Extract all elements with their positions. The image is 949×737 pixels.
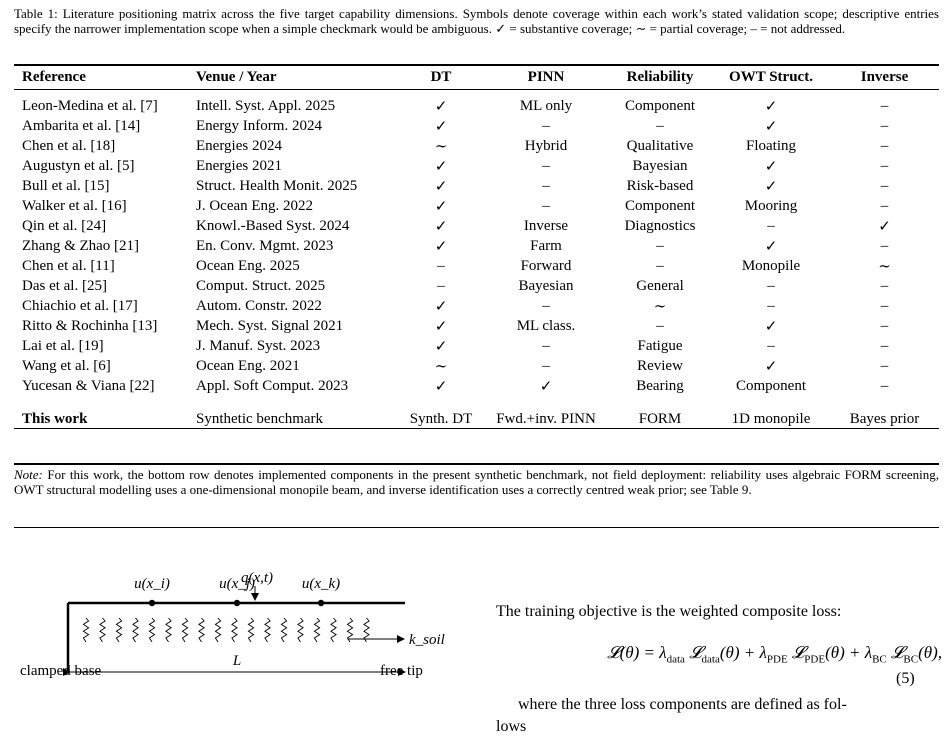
table-body (14, 89, 939, 396)
table-row (14, 256, 939, 276)
cell-owt-struct: ✓ (764, 318, 778, 335)
table-row (14, 216, 939, 236)
cell-pinn: – (542, 177, 550, 194)
cell-dt: ✓ (434, 218, 448, 235)
this-work-reliability: FORM (638, 410, 682, 427)
table-row (14, 196, 939, 216)
cell-pinn: – (542, 297, 550, 314)
cell-owt-struct: – (767, 277, 775, 294)
cell-pinn: Hybrid (524, 137, 568, 154)
this-work-row (14, 396, 939, 436)
cell-inverse: – (880, 377, 889, 394)
cell-venue-year: Autom. Constr. 2022 (196, 297, 322, 314)
cell-owt-struct: ✓ (764, 238, 778, 255)
cell-dt: ✓ (434, 378, 448, 395)
table-row (14, 236, 939, 256)
cell-venue-year: Comput. Struct. 2025 (196, 277, 326, 294)
soil-spring (133, 618, 138, 642)
cell-venue-year: Intell. Syst. Appl. 2025 (196, 97, 336, 114)
label-load-q: q(x,t) (240, 570, 274, 586)
cell-pinn: ML only (519, 97, 573, 114)
cell-pinn: – (542, 197, 550, 214)
cell-reliability: Component (625, 197, 695, 214)
sensor-point-j (234, 600, 240, 606)
cell-venue-year: Appl. Soft Comput. 2023 (196, 377, 349, 394)
cell-venue-year: Energy Inform. 2024 (196, 117, 322, 134)
cell-dt: ✓ (434, 238, 448, 255)
cell-reference: Chen et al. [18] (22, 137, 116, 154)
cell-reliability: Bayesian (632, 157, 688, 174)
cell-owt-struct: ✓ (764, 118, 778, 135)
cell-pinn: Forward (520, 257, 572, 274)
cell-dt: ✓ (434, 178, 448, 195)
cell-dt: ✓ (434, 118, 448, 135)
cell-reliability: Diagnostics (624, 217, 696, 234)
cell-reference: Augustyn et al. [5] (22, 157, 135, 174)
this-work-venue: Synthetic benchmark (196, 410, 324, 427)
soil-spring (182, 618, 187, 642)
cell-inverse: – (880, 177, 889, 194)
header-dt: DT (430, 69, 452, 85)
table-row (14, 156, 939, 176)
this-work-reference: This work (22, 410, 88, 427)
cell-venue-year: Ocean Eng. 2021 (196, 357, 300, 374)
cell-dt: – (437, 277, 445, 294)
cell-reference: Walker et al. [16] (22, 197, 127, 214)
cell-reliability: Risk-based (626, 177, 694, 194)
header-pinn: PINN (527, 69, 565, 85)
table-row (14, 116, 939, 136)
cell-reference: Bull et al. [15] (22, 177, 110, 194)
cell-owt-struct: ✓ (764, 158, 778, 175)
table-row (14, 336, 939, 356)
loss-components-text: where the three loss components are defined as fol- (518, 696, 847, 713)
label-k-soil: k_soil (409, 632, 445, 648)
header-venue-year: Venue / Year (196, 69, 277, 85)
table-row (14, 89, 939, 116)
cell-dt: ∼ (434, 358, 448, 375)
table-note (14, 467, 939, 497)
cell-inverse: – (880, 97, 889, 114)
soil-spring (232, 618, 237, 642)
table-row (14, 316, 939, 336)
cell-inverse: ✓ (878, 218, 891, 235)
cell-pinn: – (542, 157, 550, 174)
label-u-xj: u(x_j) (219, 576, 255, 592)
table-row (14, 136, 939, 156)
cell-pinn: Bayesian (518, 277, 574, 294)
soil-spring (166, 618, 171, 642)
cell-pinn: – (542, 117, 550, 134)
cell-venue-year: Energies 2024 (196, 137, 282, 154)
table-row (14, 376, 939, 396)
cell-inverse: – (880, 117, 889, 134)
cell-owt-struct: – (767, 297, 775, 314)
header-reference: Reference (22, 69, 86, 85)
equation-number: (5) (896, 670, 915, 687)
cell-inverse: – (880, 297, 889, 314)
this-work-owt: 1D monopile (731, 410, 811, 427)
soil-spring (199, 618, 204, 642)
cell-owt-struct: Mooring (744, 197, 798, 214)
cell-dt: – (437, 257, 445, 274)
cell-reference: Chen et al. [11] (22, 257, 115, 274)
cell-venue-year: Energies 2021 (196, 157, 282, 174)
soil-spring (298, 618, 303, 642)
cell-inverse: – (880, 277, 889, 294)
cell-pinn: ML class. (516, 317, 576, 334)
cell-reliability: – (656, 317, 664, 334)
cell-reliability: Fatigue (637, 337, 683, 354)
cell-owt-struct: Floating (745, 137, 796, 154)
table-row (14, 296, 939, 316)
cell-dt: ✓ (434, 98, 448, 115)
label-length-L: L (232, 653, 242, 669)
cell-owt-struct: Monopile (741, 257, 801, 274)
cell-reference: Yucesan & Viana [22] (22, 377, 155, 394)
soil-spring (116, 618, 121, 642)
table-row (14, 176, 939, 196)
cell-venue-year: J. Manuf. Syst. 2023 (196, 337, 321, 354)
cell-inverse: ∼ (878, 258, 891, 275)
cell-pinn: Inverse (523, 217, 569, 234)
loss-components-text-cont: lows (496, 718, 527, 735)
table-header-row (14, 66, 939, 89)
cell-reference: Lai et al. [19] (22, 337, 104, 354)
cell-reliability: – (656, 237, 664, 254)
note-label: Note: (14, 467, 43, 482)
sensor-point-i (149, 600, 155, 606)
cell-owt-struct: Component (736, 377, 806, 394)
cell-reference: Das et al. [25] (22, 277, 107, 294)
cell-reference: Chiachio et al. [17] (22, 297, 138, 314)
cell-reliability: Qualitative (626, 137, 694, 154)
cell-owt-struct: – (767, 337, 775, 354)
cell-dt: ∼ (434, 138, 448, 155)
cell-owt-struct: – (767, 217, 775, 234)
this-work-dt: Synth. DT (409, 410, 473, 427)
cell-reliability: – (656, 257, 664, 274)
header-inverse: Inverse (860, 69, 909, 85)
this-work-inverse: Bayes prior (849, 410, 920, 427)
cell-inverse: – (880, 237, 889, 254)
soil-spring (265, 618, 270, 642)
cell-pinn: ✓ (539, 378, 553, 395)
cell-venue-year: Ocean Eng. 2025 (196, 257, 300, 274)
cell-inverse: – (880, 197, 889, 214)
cell-reliability: Bearing (636, 377, 684, 394)
cell-reference: Ritto & Rochinha [13] (22, 317, 158, 334)
cell-inverse: – (880, 317, 889, 334)
cell-reliability: Component (625, 97, 695, 114)
cell-owt-struct: ✓ (764, 98, 778, 115)
cell-reliability: General (636, 277, 684, 294)
cell-pinn: Farm (530, 237, 562, 254)
soil-spring (248, 618, 253, 642)
cell-reference: Wang et al. [6] (22, 357, 111, 374)
soil-spring (149, 618, 154, 642)
soil-spring (281, 618, 286, 642)
sensor-point-k (318, 600, 324, 606)
cell-venue-year: Knowl.-Based Syst. 2024 (196, 217, 350, 234)
label-clamped-base: clamped base (20, 663, 102, 679)
soil-spring (331, 618, 336, 642)
table-row (14, 356, 939, 376)
table-bottom-rule (14, 463, 939, 465)
label-u-xi: u(x_i) (134, 576, 170, 592)
beam-schematic (0, 560, 480, 680)
cell-venue-year: Mech. Syst. Signal 2021 (196, 317, 344, 334)
cell-reliability: ∼ (653, 298, 667, 315)
cell-venue-year: J. Ocean Eng. 2022 (196, 197, 314, 214)
cell-reference: Qin et al. [24] (22, 217, 107, 234)
table-row (14, 276, 939, 296)
cell-pinn: – (542, 337, 550, 354)
cell-reference: Leon-Medina et al. [7] (22, 97, 158, 114)
cell-dt: ✓ (434, 338, 448, 355)
cell-dt: ✓ (434, 318, 448, 335)
composite-loss-equation: 𝓛(θ) = $\lambda_{data}$ 𝓛$_{data}$(θ) + $\lambda_{PDE}$ 𝓛$_{PDE}$(θ) + $\lambda_{BC}$ 𝓛$_{BC}$(θ), (607, 643, 942, 666)
cell-inverse: – (880, 137, 889, 154)
cell-inverse: – (880, 357, 889, 374)
table-caption: Table 1: Literature positioning matrix across the five target capability dimensions. Symbols denote coverage within each work’s stated validation scope; descriptive entries specify the narrower implementation scope when a simple checkmark would be ambiguous. ✓ = substantive coverage; ∼ = partial coverage; – = not addressed. (14, 6, 939, 36)
cell-reference: Ambarita et al. [14] (22, 117, 141, 134)
soil-spring (314, 618, 319, 642)
loss-intro-text: The training objective is the weighted composite loss: (496, 603, 842, 620)
label-u-xk: u(x_k) (301, 576, 341, 592)
note-bottom-rule (14, 527, 939, 528)
soil-spring (347, 618, 352, 642)
header-owt-struct: OWT Struct. (729, 69, 813, 85)
cell-reference: Zhang & Zhao [21] (22, 237, 140, 254)
this-work-pinn: Fwd.+inv. PINN (496, 410, 596, 427)
cell-dt: ✓ (434, 198, 448, 215)
cell-inverse: – (880, 337, 889, 354)
cell-venue-year: En. Conv. Mgmt. 2023 (196, 237, 334, 254)
cell-owt-struct: ✓ (764, 358, 778, 375)
cell-inverse: – (880, 157, 889, 174)
cell-reliability: – (656, 117, 664, 134)
soil-springs (83, 618, 369, 642)
cell-pinn: – (542, 357, 550, 374)
cell-dt: ✓ (434, 158, 448, 175)
header-reliability: Reliability (626, 69, 694, 85)
cell-owt-struct: ✓ (764, 178, 778, 195)
soil-spring (364, 618, 369, 642)
cell-venue-year: Struct. Health Monit. 2025 (196, 177, 358, 194)
soil-spring (215, 618, 220, 642)
literature-table (14, 66, 939, 436)
label-free-tip: free tip (380, 663, 423, 679)
soil-spring (83, 618, 88, 642)
soil-spring (100, 618, 105, 642)
cell-dt: ✓ (434, 298, 448, 315)
note-text: For this work, the bottom row denotes implemented components in the present synthetic benchmark, not field deployment: reliability uses algebraic FORM screening, OWT structural modelling uses a one-dimensional monopile beam, and inverse identification uses a correctly centred weak prior; see Table 9. (14, 467, 939, 497)
cell-reliability: Review (637, 357, 683, 374)
